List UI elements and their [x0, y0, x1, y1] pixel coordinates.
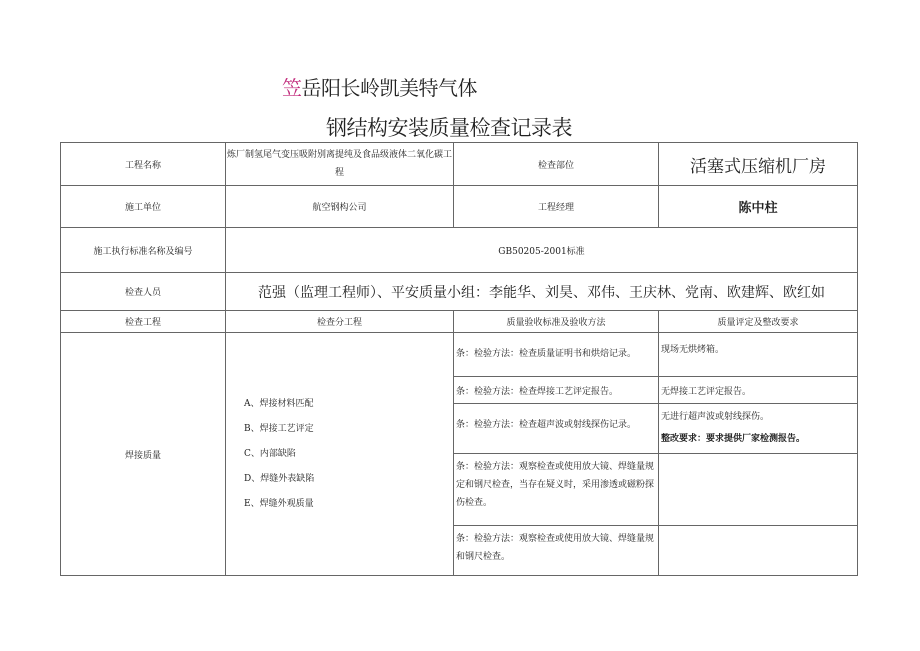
method-d: 条：检验方法：观察检查或使用放大镜、焊缝量规定和钢尺检查，当存在疑义时，采用渗透或磁粉探伤检查。: [454, 454, 659, 526]
list-item: D、焊缝外表缺陷: [244, 473, 315, 484]
col-work: 检查工程: [61, 311, 226, 333]
list-item: B、焊接工艺评定: [244, 423, 314, 434]
evaluation-c: 无进行超声波或射线探伤。 整改要求：要求提供厂家检测报告。: [659, 404, 858, 454]
method-a: 条：检验方法：检查质量证明书和烘焙记录。: [454, 333, 659, 377]
section-name: 焊接质量: [61, 333, 226, 576]
document-title: 钢结构安装质量检查记录表: [326, 116, 572, 140]
inspector-label: 检查人员: [61, 273, 226, 311]
method-c: 条：检验方法：检查超声波或射线探伤记录。: [454, 404, 659, 454]
inspection-area-label: 检查部位: [454, 143, 659, 186]
list-item: C、内部缺陷: [244, 448, 296, 459]
manager-label: 工程经理: [454, 186, 659, 228]
manager-value: 陈中柱: [659, 186, 858, 228]
evaluation-d: [659, 454, 858, 526]
inspection-area-value: 活塞式压缩机厂房: [659, 143, 858, 186]
sub-items-list: [226, 333, 454, 576]
list-item: A、焊接材料匹配: [244, 398, 314, 409]
rectify-requirement: 整改要求：要求提供厂家检测报告。: [661, 434, 806, 444]
project-name-label: 工程名称: [61, 143, 226, 186]
company-name: 笠岳阳长岭凯美特气体: [282, 76, 477, 100]
col-evaluation: 质量评定及整改要求: [659, 311, 858, 333]
inspector-value: 范强（监理工程师）、平安质量小组：李能华、刘昊、邓伟、王庆林、党南、欧建辉、欧红如: [226, 273, 858, 311]
standard-label: 施工执行标准名称及编号: [61, 228, 226, 273]
col-standard: 质量验收标准及验收方法: [454, 311, 659, 333]
evaluation-e: [659, 526, 858, 576]
evaluation-b: 无焊接工艺评定报告。: [659, 377, 858, 404]
evaluation-a: 现场无烘烤箱。: [659, 333, 858, 377]
list-item: E、焊缝外观质量: [244, 498, 314, 509]
company-mark: 笠: [282, 76, 302, 100]
col-sub: 检查分工程: [226, 311, 454, 333]
contractor-label: 施工单位: [61, 186, 226, 228]
contractor-value: 航空钢构公司: [226, 186, 454, 228]
method-b: 条：检验方法：检查焊接工艺评定报告。: [454, 377, 659, 404]
method-e: 条：检验方法：观察检查或使用放大镜、焊缝量规和钢尺检查。: [454, 526, 659, 576]
standard-value: GB50205-2001标准: [226, 228, 858, 273]
inspection-record-table: [60, 142, 858, 576]
project-name-value: 炼厂制氢尾气变压吸附别离提纯及食品级液体二氧化碳工程: [226, 143, 454, 186]
